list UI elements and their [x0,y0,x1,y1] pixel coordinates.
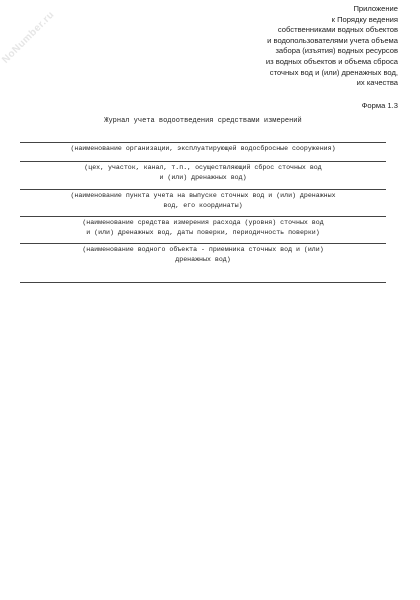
appendix-line: Приложение [353,4,398,13]
field-underline [20,189,386,190]
organization-field [20,142,386,154]
field-underline [20,216,386,217]
field-caption: (цех, участок, канал, т.п., осуществляющий сброс сточных вод и (или) дренажных вод) [84,164,322,181]
field-caption: (наименование организации, эксплуатирующей водосбросные сооружения) [70,145,336,152]
field-underline [20,243,386,244]
journal-title: Журнал учета водоотведения средствами измерений [104,117,302,125]
metering-point-field [20,189,386,210]
field-underline [20,142,386,143]
appendix-line: их качества [356,78,398,88]
bottom-divider [20,282,386,283]
appendix-line: сточных вод и (или) дренажных вод, [269,67,398,77]
field-underline [20,161,386,162]
field-caption: (наименование водного объекта - приемника сточных вод и (или) дренажных вод) [82,246,324,263]
receiving-water-body-field [20,243,386,264]
measuring-device-field [20,216,386,237]
appendix-line: и водопользователями учета объема [267,35,398,45]
appendix-line: из водных объектов и объема сброса [265,56,398,66]
appendix-header [198,4,398,89]
appendix-line: к Порядку ведения [331,14,398,24]
field-caption: (наименование средства измерения расхода (уровня) сточных вод и (или) дренажных вод, даты поверки, периодичность поверки) [82,219,324,236]
form-number: Форма 1.3 [361,101,398,110]
workshop-field [20,161,386,182]
appendix-line: забора (изъятия) водных ресурсов [275,46,398,56]
appendix-line: собственниками водных объектов [277,25,398,35]
watermark: NoNumber.ru [0,9,57,66]
field-caption: (наименование пункта учета на выпуске сточных вод и (или) дренажных вод, его координаты) [70,192,336,209]
